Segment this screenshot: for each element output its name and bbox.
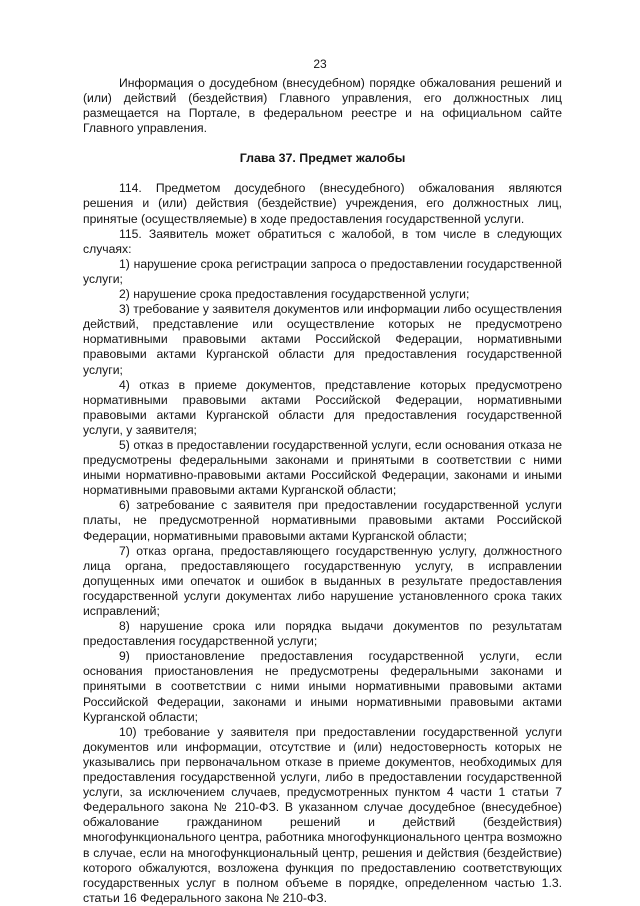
page-number: 23: [313, 57, 327, 71]
paragraph-115: 115. Заявитель может обратиться с жалобой, в том числе в следующих случаях:: [83, 226, 562, 256]
list-item-1: 1) нарушение срока регистрации запроса о предоставлении государственной услуги;: [83, 256, 562, 286]
list-item-7: 7) отказ органа, предоставляющего государственную услугу, должностного лица органа, предоставляющего государственную услугу, в исправлении допущенных ими опечаток и ошибок в выданных в результате предоставления государственной услуги документах либо нарушение установленного срока таких исправлений;: [83, 543, 562, 618]
list-item-4: 4) отказ в приеме документов, представление которых предусмотрено нормативными правовыми актами Российской Федерации, нормативными правовыми актами Курганской области для предоставления государственной услуги, у заявителя;: [83, 377, 562, 437]
intro-paragraph: Информация о досудебном (внесудебном) порядке обжалования решений и (или) действий (бездействия) Главного управления, его должностных лиц размещается на Портале, в федеральном реестре и на официальном сайте Главного управления.: [83, 76, 562, 136]
document-body: [83, 76, 562, 906]
list-item-10: 10) требование у заявителя при предоставлении государственной услуги документов или информации, отсутствие и (или) недостоверность которых не указывались при первоначальном отказе в приеме документов, необходимых для предоставления государственной услуги, либо в предоставлении государственной услуги, за исключением случаев, предусмотренных пунктом 4 части 1 статьи 7 Федерального закона № 210-ФЗ. В указанном случае досудебное (внесудебное) обжалование гражданином решений и действий (бездействия) многофункционального центра, работника многофункционального центра возможно в случае, если на многофункциональный центр, решения и действия (бездействие) которого обжалуются, возложена функция по предоставлению соответствующих государственных услуг в полном объеме в порядке, определенном частью 1.3. статьи 16 Федерального закона № 210-ФЗ.: [83, 724, 562, 905]
list-item-5: 5) отказ в предоставлении государственной услуги, если основания отказа не предусмотрены федеральными законами и принятыми в соответствии с ними иными нормативно-правовыми актами Российской Федерации, законами и иными нормативными правовыми актами Курганской области;: [83, 437, 562, 498]
list-item-8: 8) нарушение срока или порядка выдачи документов по результатам предоставления государственной услуги;: [83, 619, 562, 649]
chapter-title: Глава 37. Предмет жалобы: [239, 151, 406, 166]
list-item-2: 2) нарушение срока предоставления государственной услуги;: [119, 287, 470, 302]
paragraph-114: 114. Предметом досудебного (внесудебного) обжалования являются решения и (или) действия (бездействие) учреждения, его должностных лиц, принятые (осуществляемые) в ходе предоставления государственной услуги.: [83, 181, 562, 226]
list-item-6: 6) затребование с заявителя при предоставлении государственной услуги платы, не предусмотренной нормативными правовыми актами Российской Федерации, нормативными правовыми актами Курганской области;: [83, 498, 562, 543]
list-item-9: 9) приостановление предоставления государственной услуги, если основания приостановления не предусмотрены федеральными законами и принятыми в соответствии с ними иными нормативными правовыми актами Российской Федерации, законами и иными нормативными правовыми актами Курганской области;: [83, 649, 562, 724]
list-item-3: 3) требование у заявителя документов или информации либо осуществления действий, представление или осуществление которых не предусмотрено нормативными правовыми актами Российской Федерации, нормативными правовыми актами Курганской области для предоставления государственной услуги;: [83, 302, 562, 377]
